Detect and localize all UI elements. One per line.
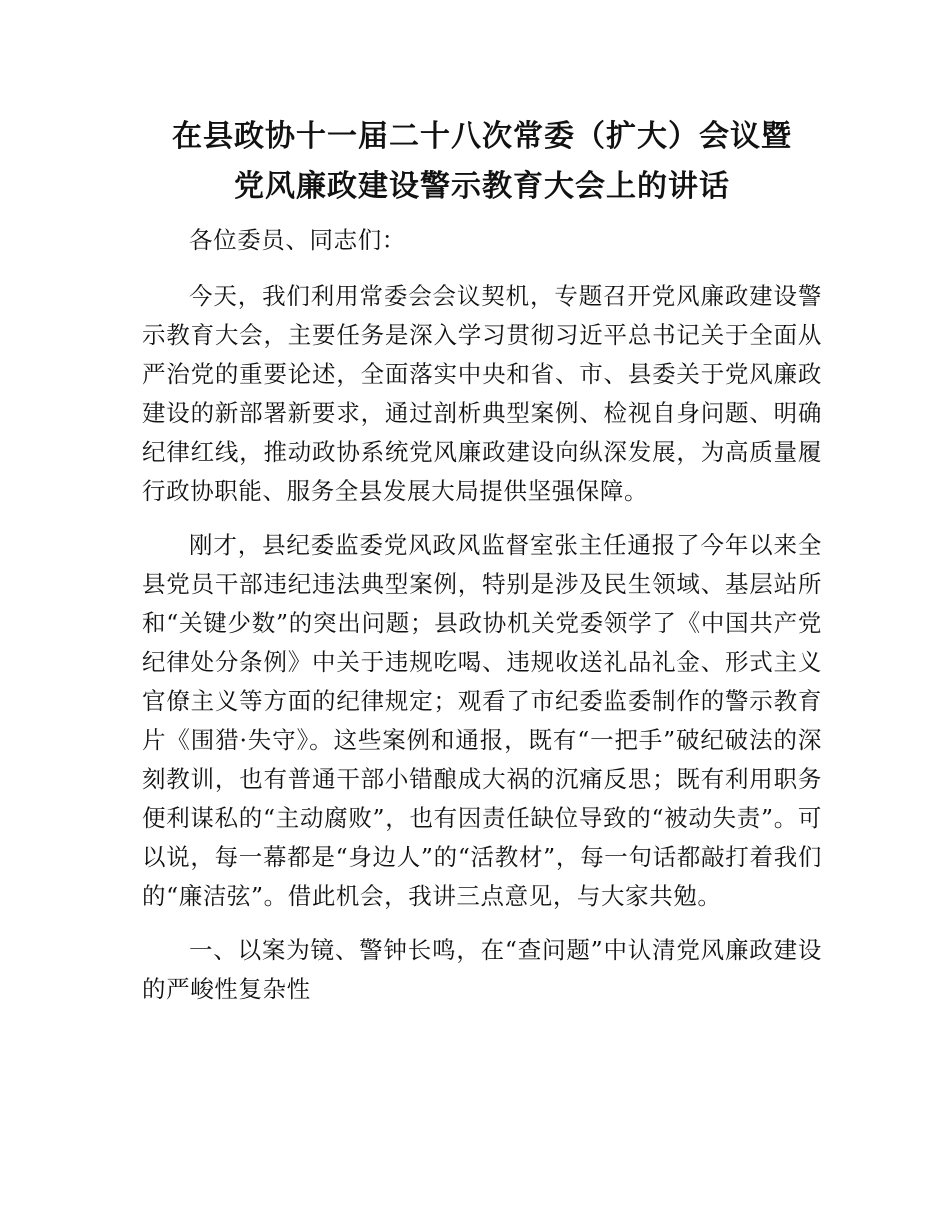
section-heading-1: 一、以案为镜、警钟长鸣，在“查问题”中认清党风廉政建设的严峻性复杂性: [142, 936, 822, 1003]
title-line-1: 在县政协十一届二十八次常委（扩大）会议暨: [172, 119, 792, 154]
title-line-2: 党风廉政建设警示教育大会上的讲话: [234, 169, 730, 204]
document-page: [142, 112, 822, 1024]
greeting-line: 各位委员、同志们：: [189, 226, 406, 254]
document-title: [142, 112, 822, 212]
paragraph-cases: 刚才，县纪委监委党风政风监督室张主任通报了今年以来全县党员干部违纪违法典型案例，特别是涉及民生领域、基层站所和“关键少数”的突出问题；县政协机关党委领学了《中国共产党纪律处分条例》中关于违规吃喝、违规收送礼品礼金、形式主义官僚主义等方面的纪律规定；观看了市纪委监委制作的警示教育片《围猎·失守》。这些案例和通报，既有“一把手”破纪破法的深刻教训，也有普通干部小错酿成大祸的沉痛反思；既有利用职务便利谋私的“主动腐败”，也有因责任缺位导致的“被动失责”。可以说，每一幕都是“身边人”的“活教材”，每一句话都敲打着我们的“廉洁弦”。借此机会，我讲三点意见，与大家共勉。: [142, 531, 822, 910]
paragraph-intro: 今天，我们利用常委会会议契机，专题召开党风廉政建设警示教育大会，主要任务是深入学习贯彻习近平总书记关于全面从严治党的重要论述，全面落实中央和省、市、县委关于党风廉政建设的新部署新要求，通过剖析典型案例、检视自身问题、明确纪律红线，推动政协系统党风廉政建设向纵深发展，为高质量履行政协职能、服务全县发展大局提供坚强保障。: [142, 282, 822, 505]
document-body: [142, 221, 822, 1009]
